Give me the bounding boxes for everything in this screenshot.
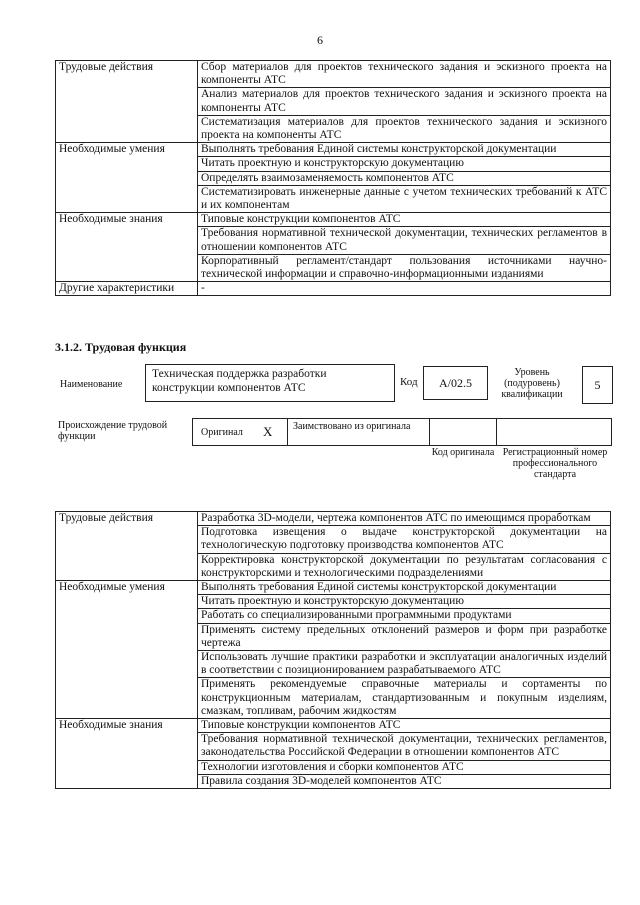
labor-function-table-1 [55,60,611,296]
row-item: Определять взаимозаменяемость компонентов АТС [198,171,611,185]
row-item: Правила создания 3D-моделей компонентов АТС [198,774,611,788]
row-label: Необходимые умения [56,581,198,719]
row-item: Технологии изготовления и сборки компонентов АТС [198,760,611,774]
section-title: 3.1.2. Трудовая функция [55,340,187,354]
origin-label: Происхождение трудовой функции [58,420,168,442]
row-item: Типовые конструкции компонентов АТС [198,719,611,733]
table-row [56,282,611,296]
row-item: Выполнять требования Единой системы конструкторской документации [198,581,611,595]
table-row [56,581,611,595]
table1-body [56,61,611,296]
reg-number-caption: Регистрационный номер профессионального стандарта [502,447,608,480]
row-item: Выполнять требования Единой системы конструкторской документации [198,143,611,157]
row-item: Корпоративный регламент/стандарт пользования источниками научно-технической информации и справочно-информационными изданиями [198,254,611,281]
row-item: Типовые конструкции компонентов АТС [198,213,611,227]
row-label: Необходимые знания [56,719,198,789]
name-label: Наименование [60,379,123,390]
row-item: Анализ материалов для проектов технического задания и эскизного проекта на компоненты АТС [198,88,611,115]
table-row [56,61,611,88]
row-label: Трудовые действия [56,61,198,143]
row-item: - [198,282,611,296]
origin-box [192,418,612,446]
row-item: Работать со специализированными программными продуктами [198,609,611,623]
row-item: Систематизация материалов для проектов технического задания и эскизного проекта на компоненты АТС [198,115,611,142]
row-label: Необходимые знания [56,213,198,282]
original-mark: X [263,424,273,439]
table-row [56,213,611,227]
divider [496,419,497,445]
row-item: Корректировка конструкторской документации по результатам согласования с конструкторскими и технологическими подразделениями [198,553,611,580]
row-item: Разработка 3D-модели, чертежа компонентов АТС по имеющимся проработкам [198,512,611,526]
labor-function-table-2 [55,511,611,789]
table-row [56,143,611,157]
row-item: Использовать лучшие практики разработки и эксплуатации аналогичных изделий в соответствии с позиционированием разрабатываемого АТС [198,651,611,678]
table-row [56,719,611,733]
page-number: 6 [317,33,323,47]
row-item: Систематизировать инженерные данные с учетом технических требований к АТС и их компонентам [198,185,611,212]
code-value: A/02.5 [423,366,488,400]
divider [429,419,430,445]
level-label: Уровень (подуровень) квалификации [501,367,563,400]
table-row [56,512,611,526]
name-value-box [145,364,395,402]
row-label: Необходимые умения [56,143,198,213]
row-item: Читать проектную и конструкторскую документацию [198,157,611,171]
row-item: Применять систему предельных отклонений размеров и форм при разработке чертежа [198,623,611,650]
row-item: Сбор материалов для проектов технического задания и эскизного проекта на компоненты АТС [198,61,611,88]
row-item: Требования нормативной технической документации, технических регламентов в отношении компонентов АТС [198,227,611,254]
row-label: Трудовые действия [56,512,198,581]
table2-body [56,512,611,789]
row-item: Подготовка извещения о выдаче конструкторской документации на технологическую подготовку производства компонентов АТС [198,526,611,553]
code-label: Код [400,376,418,388]
divider [287,419,288,445]
row-item: Применять рекомендуемые справочные материалы и сортаменты по конструкционным материалам, стандартизованным и покупным изделиям, смазкам, топливам, рабочим жидкостям [198,678,611,719]
name-value: Техническая поддержка разработки конструкции компонентов АТС [152,368,327,394]
row-item: Читать проектную и конструкторскую документацию [198,595,611,609]
borrowed-label: Заимствовано из оригинала [293,421,411,432]
row-item: Требования нормативной технической документации, технических регламентов, законодательства Российской Федерации в отношении компонентов АТС [198,733,611,760]
original-label: Оригинал [201,427,243,438]
code-original-caption: Код оригинала [431,447,495,458]
row-label: Другие характеристики [56,282,198,296]
level-value: 5 [582,366,613,404]
